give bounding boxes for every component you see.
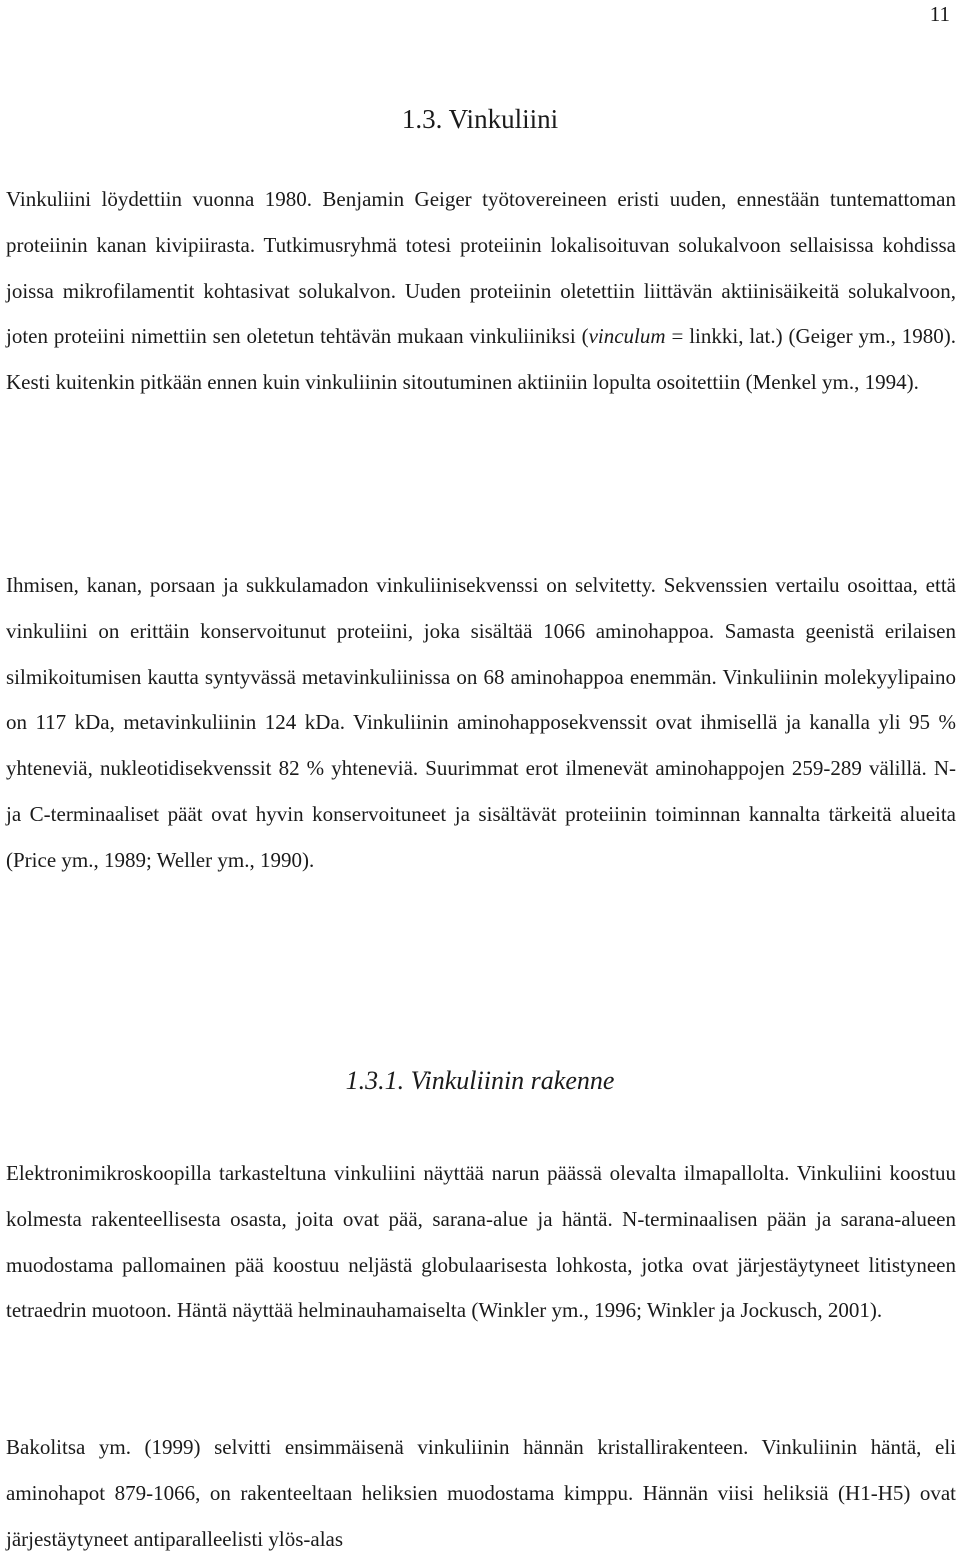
paragraph-discovery-text-b: = linkki, lat.) (Geiger ym., 1980). Kesti kuitenkin pitkään ennen kuin vinkuliinin sitoutuminen aktiiniin lopulta osoitettiin (Menkel ym., 1994). (6, 324, 956, 395)
paragraph-sequence: Ihmisen, kanan, porsaan ja sukkulamadon vinkuliinisekvenssi on selvitetty. Sekvenssien vertailu osoittaa, että vinkuliini on erittäin konservoitunut proteiini, joka sisältää 1066 aminohappoa. Samasta geenistä erilaisen silmikoitumisen kautta syntyvässä metavinkuliinissa on 68 aminohappoa enemmän. Vinkuliinin molekyylipaino on 117 kDa, metavinkuliinin 124 kDa. Vinkuliinin aminohapposekvenssit ovat ihmisellä ja kanalla yli 95 % yhteneviä, nukleotidisekvenssit 82 % yhteneviä. Suurimmat erot ilmenevät aminohappojen 259-289 välillä. N- ja C-terminaaliset päät ovat hyvin konservoituneet ja sisältävät proteiinin toiminnan kannalta tärkeitä alueita (Price ym., 1989; Weller ym., 1990). (6, 573, 956, 872)
paragraph-discovery-text-a: Vinkuliini löydettiin vuonna 1980. Benjamin Geiger työtovereineen eristi uuden, ennestään tuntemattoman proteiinin kanan kivipiirasta. Tutkimusryhmä totesi proteiinin lokalisoituvan solukalvoon sellaisissa kohdissa joissa mikrofilamentit kohtasivat solukalvon. Uuden proteiinin oletettiin liittävän aktiinisäikeitä solukalvoon, joten proteiini nimettiin sen oletetun tehtävän mukaan vinkuliiniksi ( (6, 187, 956, 349)
subsection-heading: 1.3.1. Vinkuliinin rakenne (345, 1066, 615, 1095)
section-heading: 1.3. Vinkuliini (401, 104, 559, 134)
paragraph-crystal-structure: Bakolitsa ym. (1999) selvitti ensimmäisenä vinkuliinin hännän kristallirakenteen. Vinkuliinin häntä, eli aminohapot 879-1066, on rakenteeltaan heliksien muodostama kimppu. Hännän viisi heliksiä (H1-H5) ovat järjestäytyneet antiparalleelisti ylös-alas (6, 1435, 956, 1551)
paragraph-discovery (6, 177, 956, 406)
latin-term: vinculum (588, 324, 666, 349)
page-number: 11 (929, 2, 950, 26)
paragraph-structure: Elektronimikroskoopilla tarkasteltuna vinkuliini näyttää narun päässä olevalta ilmapallolta. Vinkuliini koostuu kolmesta rakenteellisesta osasta, joita ovat pää, sarana-alue ja häntä. N-terminaalisen pään ja sarana-alueen muodostama pallomainen pää koostuu neljästä globulaarisesta lohkosta, jotka ovat järjestäytyneet litistyneen tetraedrin muotoon. Häntä näyttää helminauhamaiselta (Winkler ym., 1996; Winkler ja Jockusch, 2001). (6, 1161, 956, 1323)
